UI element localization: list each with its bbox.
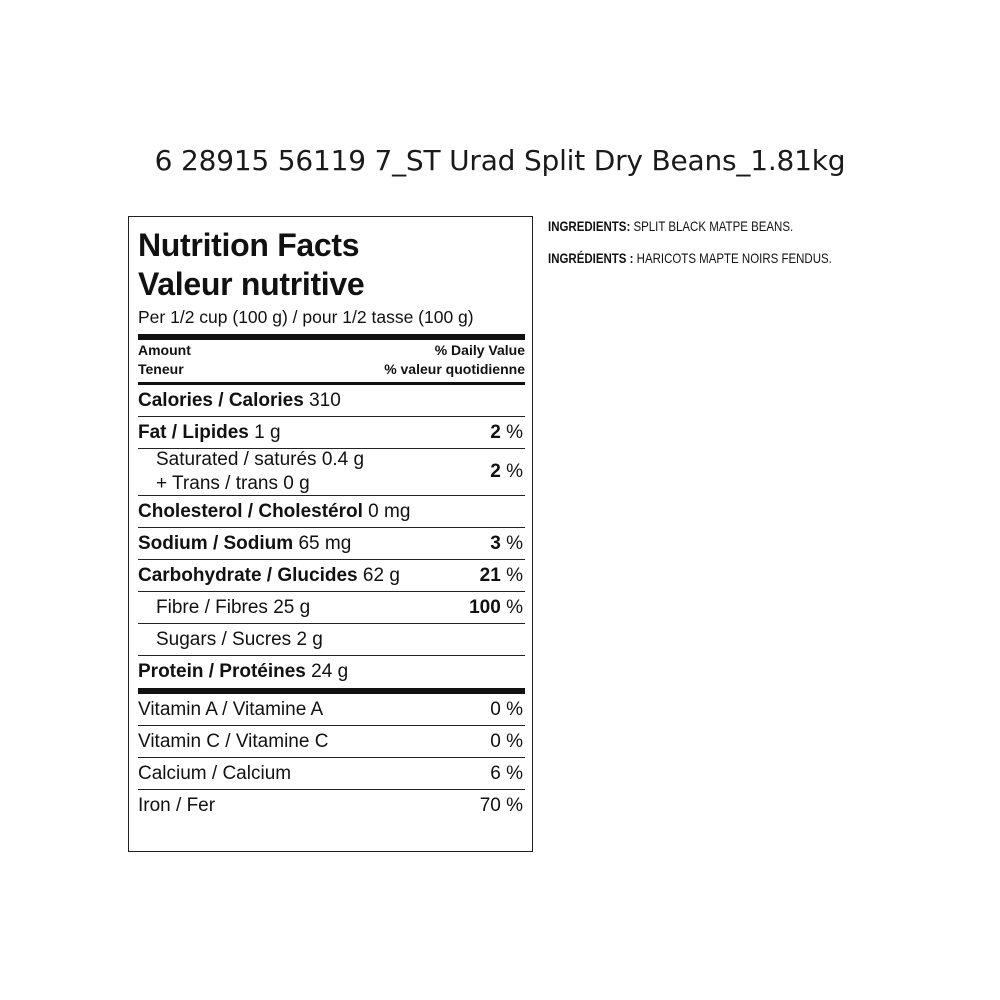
protein-row bbox=[138, 656, 525, 688]
calories-row bbox=[138, 385, 525, 417]
calcium-label: Calcium / Calcium bbox=[138, 762, 292, 784]
iron-pct: 70 % bbox=[479, 795, 523, 816]
sugars-row bbox=[138, 624, 525, 656]
nutrition-facts-panel bbox=[128, 216, 533, 852]
ingredients-fr bbox=[548, 250, 832, 266]
ingredients-en bbox=[548, 218, 832, 234]
calcium-pct: 6 % bbox=[490, 762, 523, 784]
protein-label: Protein / Protéines bbox=[138, 661, 306, 682]
sugars-amount: 2 g bbox=[296, 628, 323, 650]
fat-amount: 1 g bbox=[254, 421, 281, 443]
vitamin-a-label: Vitamin A / Vitamine A bbox=[138, 698, 324, 720]
fibre-amount: 25 g bbox=[273, 596, 311, 618]
sodium-pct-sign: % bbox=[506, 532, 523, 554]
sodium-row bbox=[138, 528, 525, 560]
carbohydrate-pct: 21 bbox=[479, 564, 501, 586]
carbohydrate-row bbox=[138, 560, 525, 592]
vitamin-c-label: Vitamin C / Vitamine C bbox=[138, 730, 329, 752]
vitamin-a-pct: 0 % bbox=[490, 698, 523, 720]
sodium-amount: 65 mg bbox=[298, 532, 352, 554]
daily-value-label-en: % Daily Value bbox=[434, 342, 525, 358]
cholesterol-amount: 0 mg bbox=[368, 500, 411, 522]
trans-amount: 0 g bbox=[283, 473, 310, 494]
fat-label: Fat / Lipides bbox=[138, 421, 249, 443]
fat-row bbox=[138, 417, 525, 449]
protein-amount: 24 g bbox=[311, 661, 349, 682]
iron-label: Iron / Fer bbox=[138, 795, 216, 816]
ingredients-en-label: INGREDIENTS: bbox=[548, 218, 631, 234]
amount-label-en: Amount bbox=[138, 342, 191, 358]
saturated-amount: 0.4 g bbox=[321, 449, 365, 470]
fibre-label: Fibre / Fibres bbox=[156, 596, 268, 618]
saturated-pct: 2 bbox=[490, 461, 501, 482]
product-title: 6 28915 56119 7_ST Urad Split Dry Beans_1.81kg bbox=[154, 144, 846, 177]
saturated-label: Saturated / saturés bbox=[156, 449, 317, 470]
daily-value-label-fr: % valeur quotidienne bbox=[384, 361, 525, 377]
cholesterol-row bbox=[138, 496, 525, 528]
fat-pct-sign: % bbox=[506, 421, 523, 443]
fibre-pct-sign: % bbox=[506, 596, 523, 618]
ingredients-en-text: SPLIT BLACK MATPE BEANS. bbox=[633, 218, 794, 234]
sodium-pct: 3 bbox=[490, 532, 501, 554]
fibre-pct: 100 bbox=[469, 596, 501, 618]
vitamin-a-row bbox=[138, 694, 525, 726]
calories-value: 310 bbox=[309, 389, 341, 411]
saturated-pct-sign: % bbox=[506, 461, 523, 482]
vitamin-c-pct: 0 % bbox=[490, 730, 523, 752]
amount-header bbox=[138, 340, 525, 382]
calcium-row bbox=[138, 758, 525, 790]
fat-pct: 2 bbox=[490, 421, 501, 443]
carbohydrate-amount: 62 g bbox=[362, 564, 400, 586]
amount-label-fr: Teneur bbox=[138, 361, 184, 377]
sugars-label: Sugars / Sucres bbox=[156, 628, 292, 650]
ingredients-block bbox=[548, 218, 832, 282]
ingredients-fr-text: HARICOTS MAPTE NOIRS FENDUS. bbox=[636, 250, 832, 266]
cholesterol-label: Cholesterol / Cholestérol bbox=[138, 500, 363, 522]
sodium-label: Sodium / Sodium bbox=[138, 532, 294, 554]
serving-size: Per 1/2 cup (100 g) / pour 1/2 tasse (100 g) bbox=[138, 307, 474, 327]
saturated-trans-row bbox=[138, 449, 525, 496]
carbohydrate-pct-sign: % bbox=[506, 564, 523, 586]
calories-label: Calories / Calories bbox=[138, 389, 304, 411]
vitamin-c-row bbox=[138, 726, 525, 758]
fibre-row bbox=[138, 592, 525, 624]
ingredients-fr-label: INGRÉDIENTS : bbox=[548, 250, 634, 266]
valeur-nutritive-title: Valeur nutritive bbox=[138, 266, 365, 302]
nutrition-facts-title: Nutrition Facts bbox=[138, 227, 360, 263]
iron-row bbox=[138, 790, 525, 822]
carbohydrate-label: Carbohydrate / Glucides bbox=[138, 564, 358, 586]
trans-label: + Trans / trans bbox=[156, 473, 278, 494]
